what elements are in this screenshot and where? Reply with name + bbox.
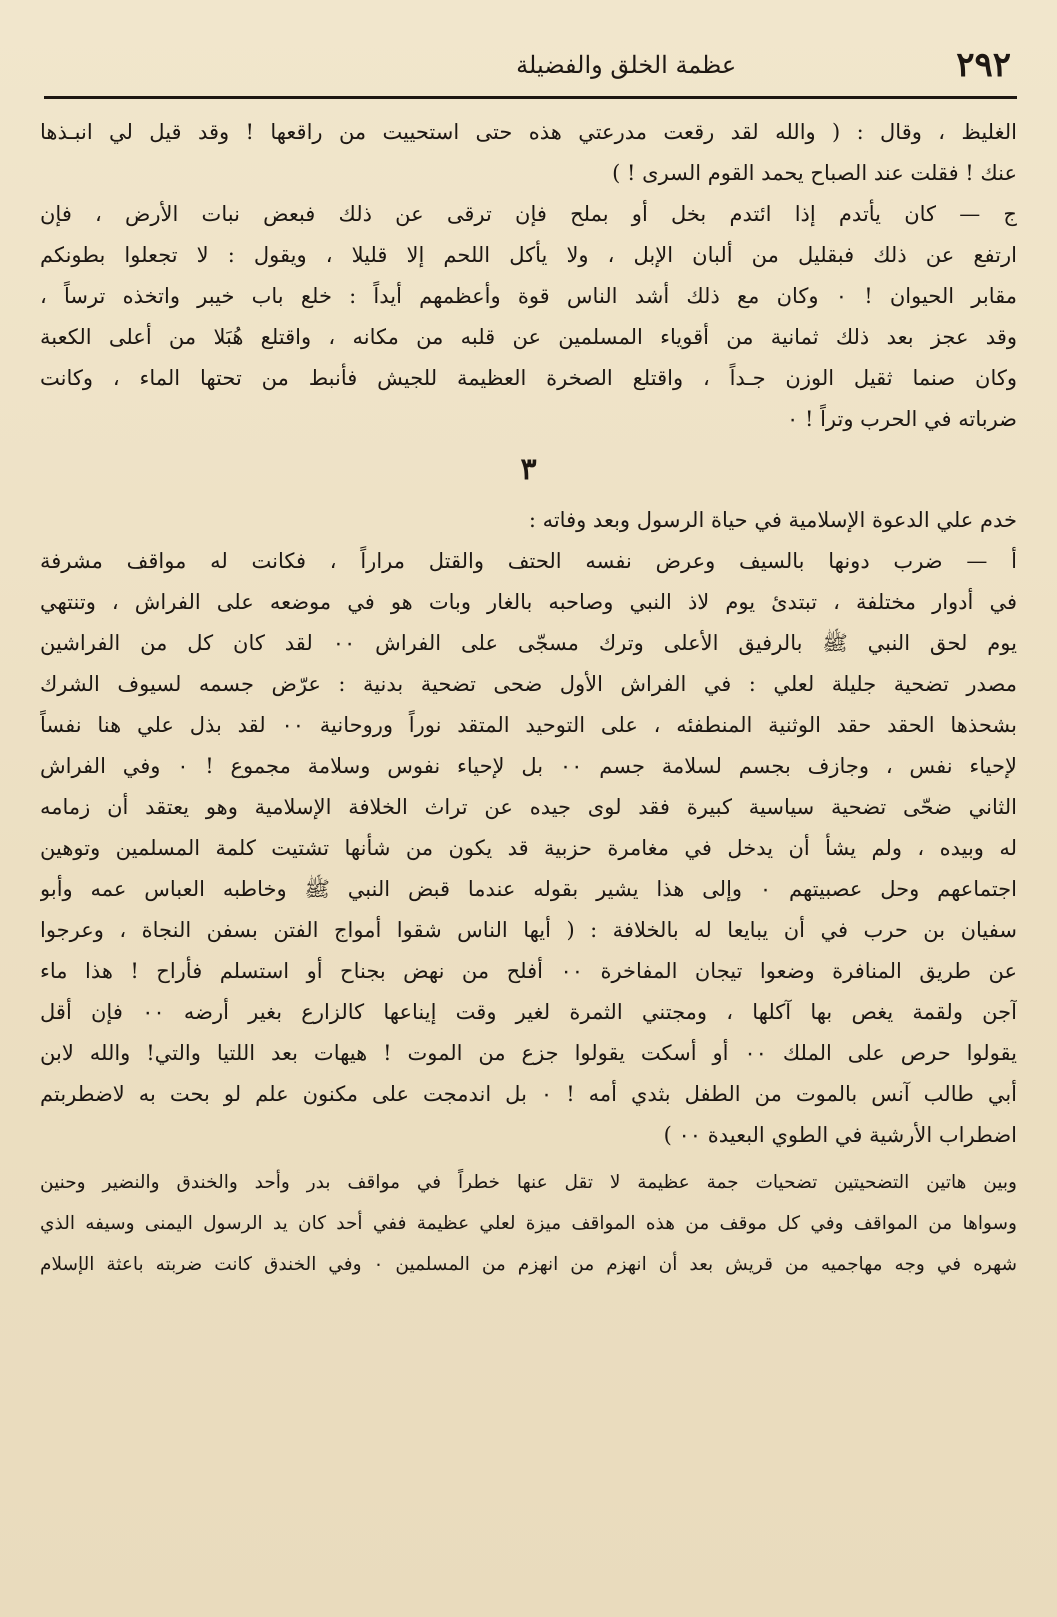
text-line: ضرباته في الحرب وتراً ! ٠ xyxy=(787,407,1017,431)
text-line: عن طريق المنافرة وضعوا تيجان المفاخرة ٠٠ أفلح من نهض بجناح أو استسلم فأراح ! هذا ماء xyxy=(40,959,1017,983)
page-number: ٢٩٢ xyxy=(956,45,1011,85)
text-line: مقابر الحيوان ! ٠ وكان مع ذلك أشد الناس قوة وأعظمهم أيداً : خلع باب خيبر واتخذه ترساً ، xyxy=(40,284,1017,308)
text-line: الغليظ ، وقال : ( والله لقد رقعت مدرعتي هذه حتى استحييت من راقعها ! وقد قيل لي انبـذها xyxy=(40,120,1017,144)
text-line: بشحذها الحقد حقد الوثنية المنطفئه ، على التوحيد المتقد نوراً وروحانية ٠٠ لقد بذل علي هنا نفساً xyxy=(40,713,1017,737)
text-line: عنك ! فقلت عند الصباح يحمد القوم السرى ! ) xyxy=(612,161,1017,185)
text-line: وقد عجز بعد ذلك ثمانية من أقوياء المسلمين عن قلبه من مكانه ، واقتلع هُبَلا من أعلى الكعبة xyxy=(40,325,1017,349)
page-body xyxy=(40,112,1017,1285)
page-header xyxy=(40,40,1017,90)
text-line: اضطراب الأرشية في الطوي البعيدة ٠٠ ) xyxy=(663,1123,1017,1147)
text-line: وسواها من المواقف وفي كل موقف من هذه المواقف ميزة لعلي عظيمة ففي أحد كان يد الرسول اليمنى وسيفه الذي xyxy=(40,1213,1017,1234)
text-line: شهره في وجه مهاجميه من قريش بعد أن انهزم من انهزم من المسلمين ٠ وفي الخندق كانت ضربته باعثة الإسلام xyxy=(40,1254,1017,1275)
text-line: وبين هاتين التضحيتين تضحيات جمة عظيمة لا تقل عنها خطراً في مواقف بدر وأحد والخندق والنضير وحنين xyxy=(40,1172,1017,1193)
text-line: اجتماعهم وحل عصبيتهم ٠ وإلى هذا يشير بقوله عندما قبض النبي ﷺ وخاطبه العباس عمه وأبو xyxy=(40,877,1017,901)
text-line: ارتفع عن ذلك فبقليل من ألبان الإبل ، ولا يأكل اللحم إلا قليلا ، ويقول : لا تجعلوا بطونكم xyxy=(40,243,1017,267)
text-line: ج — كان يأتدم إذا ائتدم بخل أو بملح فإن ترقى عن ذلك فبعض نبات الأرض ، فإن xyxy=(40,202,1017,226)
text-line: في أدوار مختلفة ، تبتدئ يوم لاذ النبي وصاحبه بالغار وبات هو في موضعه على الفراش ، وتنتهي xyxy=(40,590,1017,614)
text-line: يوم لحق النبي ﷺ بالرفيق الأعلى وترك مسجّى على الفراش ٠٠ لقد كان كل من الفراشين xyxy=(40,631,1017,655)
text-line: سفيان بن حرب في أن يبايعا له بالخلافة : ( أيها الناس شقوا أمواج الفتن بسفن النجاة ، وعرجوا xyxy=(40,918,1017,942)
text-line: خدم علي الدعوة الإسلامية في حياة الرسول وبعد وفاته : xyxy=(528,508,1017,532)
text-line: لإحياء نفس ، وجازف بجسم لسلامة جسم ٠٠ بل لإحياء نفوس وسلامة مجموع ! ٠ وفي الفراش xyxy=(40,754,1017,778)
text-line: أبي طالب آنس بالموت من الطفل بثدي أمه ! ٠ بل اندمجت على مكنون علم لو بحت به لاضطربتم xyxy=(40,1082,1017,1106)
text-line: مصدر تضحية جليلة لعلي : في الفراش الأول ضحى تضحية بدنية : عرّض جسمه لسيوف الشرك xyxy=(40,672,1017,696)
text-line: له وبيده ، ولم يشأ أن يدخل في مغامرة حزبية قد يكون من شأنها تشتيت كلمة المسلمين وتوهين xyxy=(40,836,1017,860)
section-number: ٣ xyxy=(520,452,537,487)
text-line: الثاني ضحّى تضحية سياسية كبيرة فقد لوى جيده عن تراث الخلافة الإسلامية وهو يعتقد أن زمامه xyxy=(40,795,1017,819)
text-line: يقولوا حرص على الملك ٠٠ أو أسكت يقولوا جزع من الموت ! هيهات بعد اللتيا والتي! والله لابن xyxy=(40,1041,1017,1065)
text-line: وكان صنما ثقيل الوزن جـداً ، واقتلع الصخرة العظيمة للجيش فأنبط من تحتها الماء ، وكانت xyxy=(40,366,1017,390)
text-line: أ — ضرب دونها بالسيف وعرض نفسه الحتف والقتل مراراً ، فكانت له مواقف مشرفة xyxy=(40,549,1017,573)
header-rule xyxy=(44,96,1017,99)
text-line: آجن ولقمة يغص بها آكلها ، ومجتني الثمرة لغير وقت إيناعها كالزارع بغير أرضه ٠٠ فإن أقل xyxy=(40,1000,1017,1024)
running-title: عظمة الخلق والفضيلة xyxy=(516,51,737,79)
